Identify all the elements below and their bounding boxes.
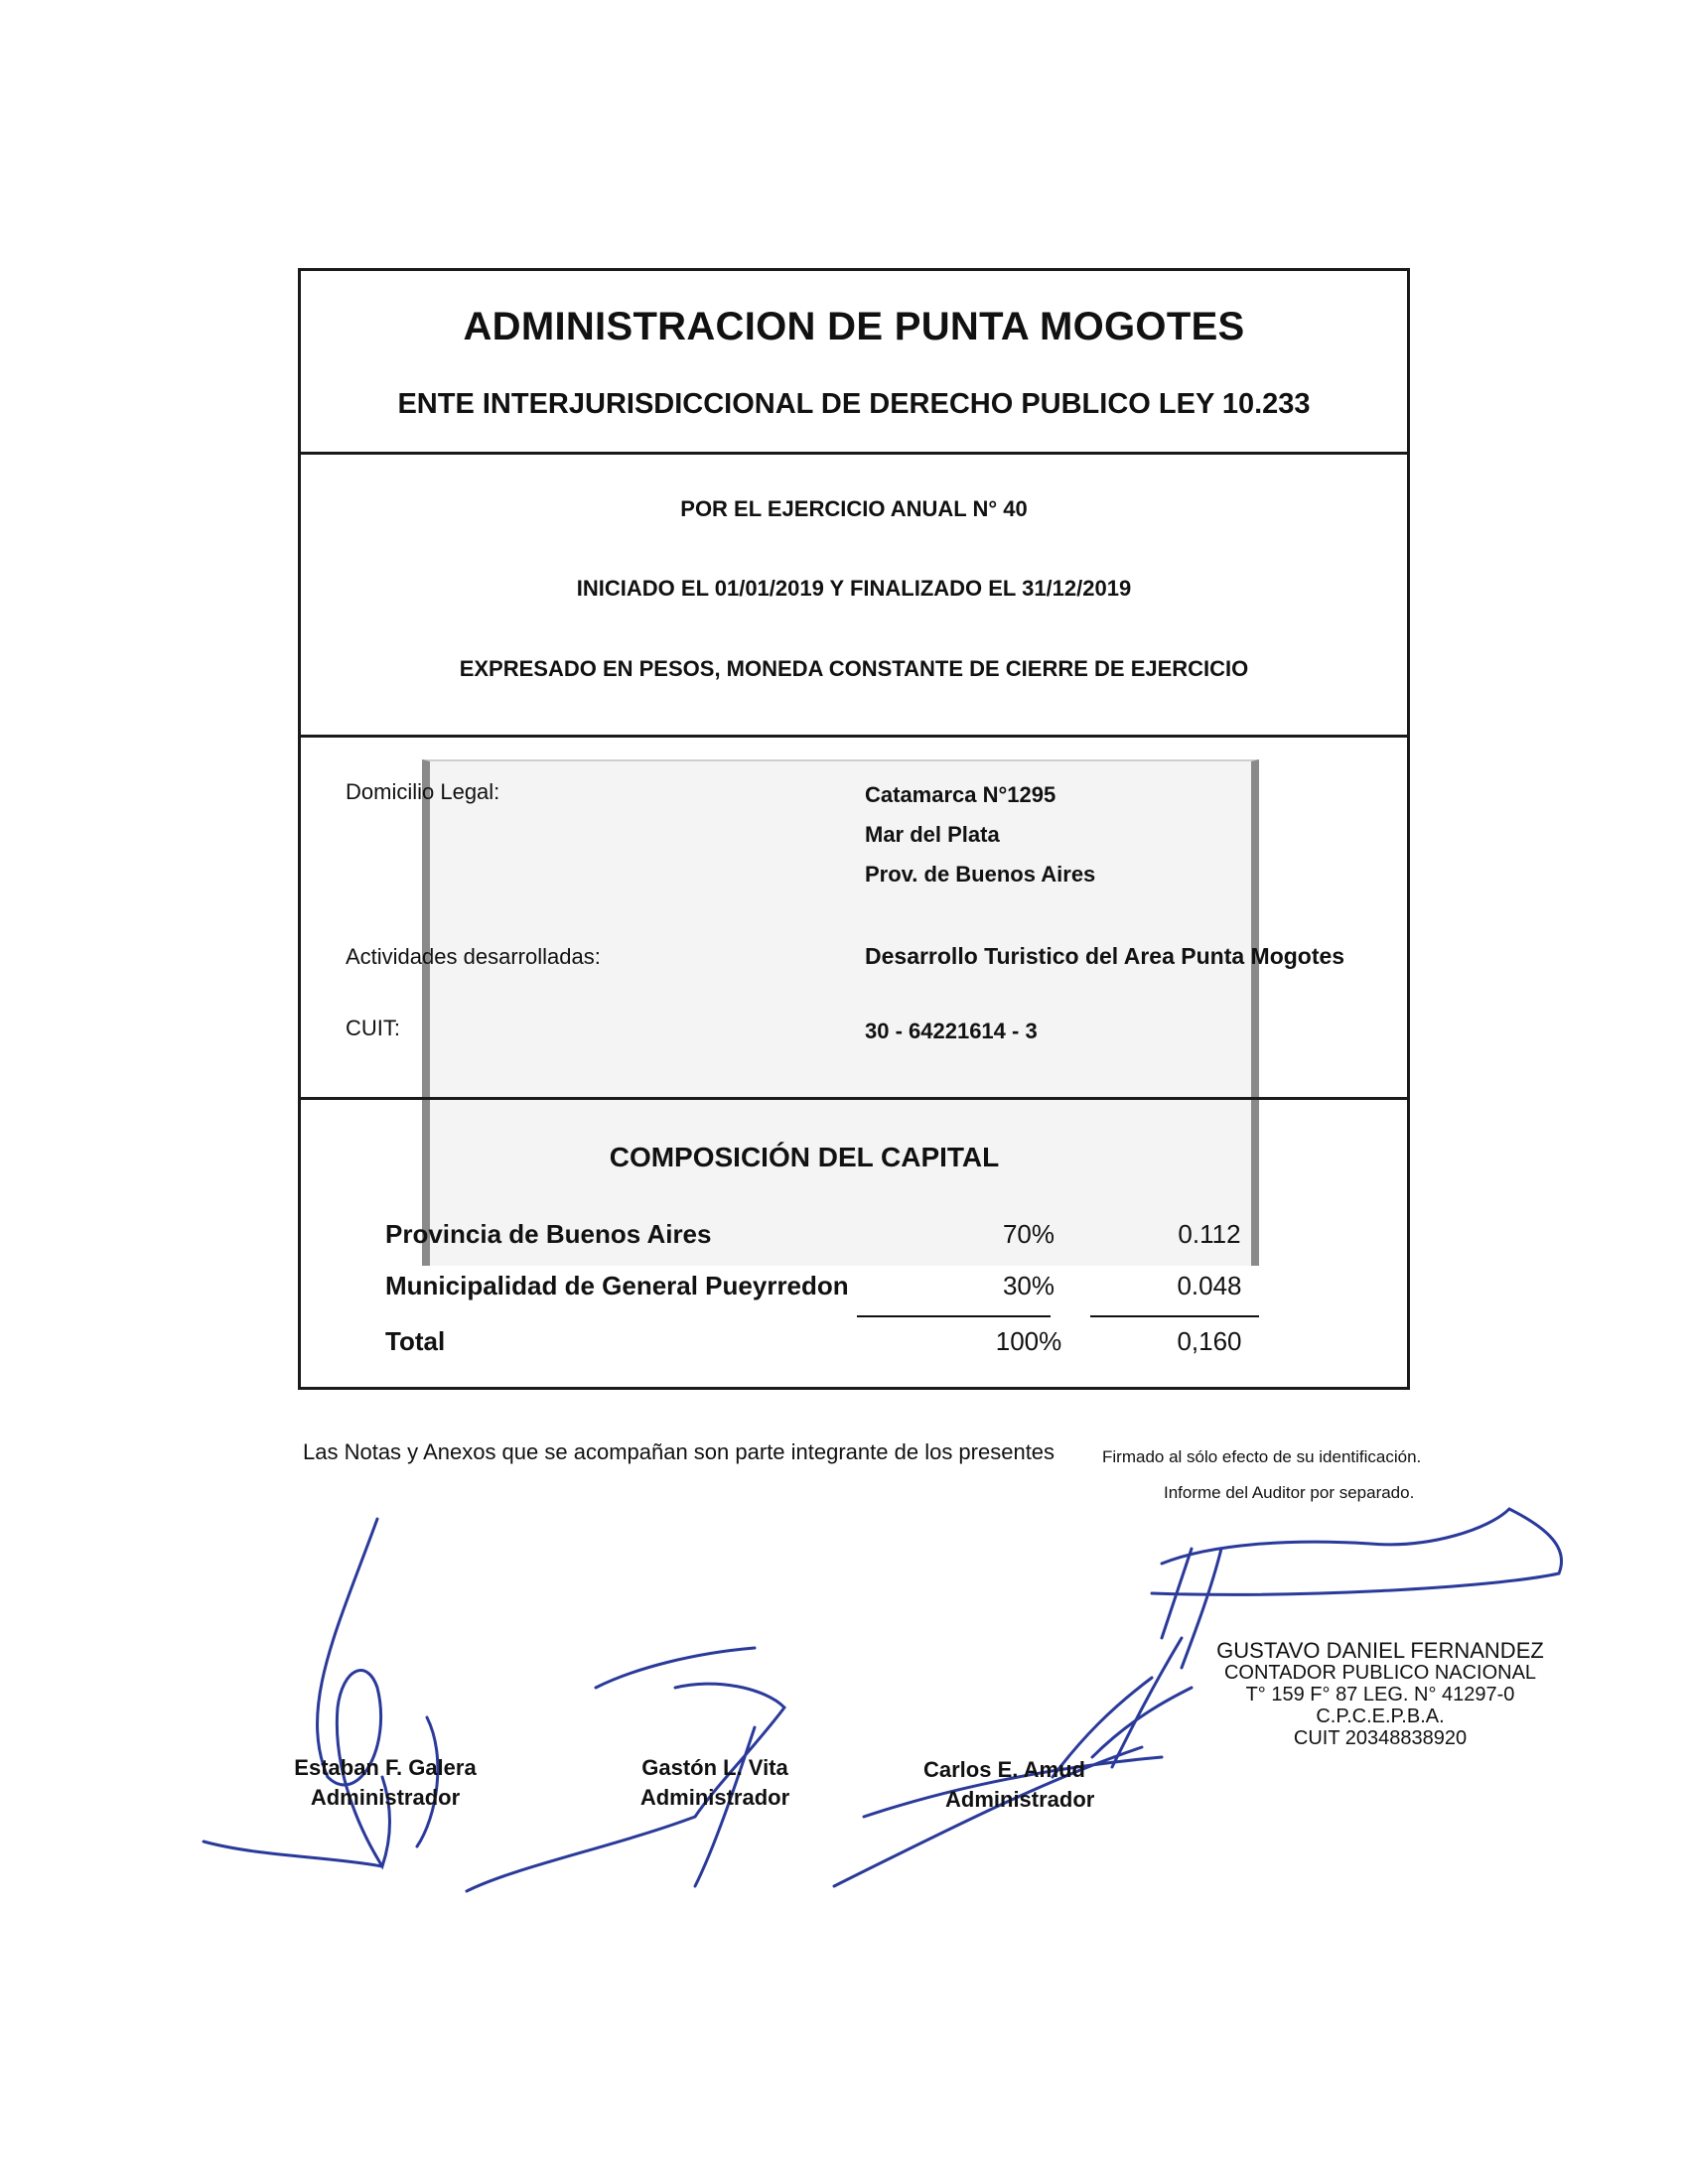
capital-section bbox=[301, 1100, 1407, 1390]
table-row-total bbox=[385, 1326, 1407, 1366]
signatory-role: Administrador bbox=[310, 1785, 461, 1810]
total-percent: 100% bbox=[995, 1326, 1062, 1356]
page-subtitle: ENTE INTERJURISDICCIONAL DE DERECHO PUBLICO LEY 10.233 bbox=[397, 388, 1311, 420]
page-title: ADMINISTRACION DE PUNTA MOGOTES bbox=[463, 305, 1245, 348]
auditor-stamp bbox=[1211, 1640, 1549, 1749]
period-section bbox=[301, 455, 1407, 738]
notes-statement: Las Notas y Anexos que se acompañan son parte integrante de los presentes bbox=[303, 1439, 1055, 1464]
cuit-label: CUIT: bbox=[346, 1016, 400, 1040]
signature-note: Firmado al sólo efecto de su identificación. bbox=[1102, 1447, 1422, 1466]
domicilio-label: Domicilio Legal: bbox=[346, 779, 500, 804]
header-section bbox=[301, 271, 1407, 455]
signature-galera bbox=[204, 1519, 438, 1866]
signatory-role: Administrador bbox=[945, 1787, 1095, 1812]
auditor-cuit: CUIT 20348838920 bbox=[1293, 1727, 1468, 1749]
table-row bbox=[385, 1219, 1407, 1259]
signatory-galera bbox=[286, 1753, 485, 1813]
document-frame bbox=[298, 268, 1410, 1390]
domicilio-line: Catamarca N°1295 bbox=[865, 782, 1056, 807]
signatory-amud bbox=[923, 1755, 1122, 1815]
auditor-title: CONTADOR PUBLICO NACIONAL bbox=[1223, 1662, 1537, 1684]
signatory-name: Carlos E. Amud bbox=[923, 1757, 1085, 1782]
total-label: Total bbox=[385, 1326, 446, 1356]
currency-note: EXPRESADO EN PESOS, MONEDA CONSTANTE DE CIERRE DE EJERCICIO bbox=[459, 656, 1249, 681]
signatory-role: Administrador bbox=[639, 1785, 790, 1810]
share-percent: 70% bbox=[1002, 1219, 1055, 1249]
actividades-value: Desarrollo Turistico del Area Punta Mogotes bbox=[865, 943, 1345, 969]
shareholder-name: Provincia de Buenos Aires bbox=[385, 1219, 712, 1249]
auditor-registry: T° 159 F° 87 LEG. N° 41297-0 bbox=[1245, 1684, 1515, 1706]
domicilio-value bbox=[865, 775, 1095, 894]
share-percent: 30% bbox=[1002, 1271, 1055, 1300]
auditor-report-note: Informe del Auditor por separado. bbox=[1164, 1483, 1415, 1502]
domicilio-line: Mar del Plata bbox=[865, 822, 1000, 847]
share-amount: 0.048 bbox=[1177, 1271, 1242, 1300]
exercise-number: POR EL EJERCICIO ANUAL N° 40 bbox=[680, 496, 1028, 521]
signatory-vita bbox=[616, 1753, 814, 1813]
capital-title: COMPOSICIÓN DEL CAPITAL bbox=[609, 1142, 1000, 1172]
signatory-name: Gastón L. Vita bbox=[641, 1755, 788, 1780]
shareholder-name: Municipalidad de General Pueyrredon bbox=[385, 1271, 849, 1300]
signatory-name: Estaban F. Galera bbox=[294, 1755, 477, 1780]
actividades-label: Actividades desarrolladas: bbox=[346, 944, 601, 969]
auditor-name: GUSTAVO DANIEL FERNANDEZ bbox=[1216, 1638, 1544, 1663]
total-amount: 0,160 bbox=[1177, 1326, 1242, 1356]
share-amount: 0.112 bbox=[1178, 1219, 1241, 1249]
total-rule bbox=[1090, 1315, 1259, 1317]
domicilio-line: Prov. de Buenos Aires bbox=[865, 862, 1096, 887]
table-row bbox=[385, 1271, 1407, 1310]
total-rule bbox=[857, 1315, 1051, 1317]
auditor-council: C.P.C.E.P.B.A. bbox=[1316, 1706, 1445, 1727]
info-section bbox=[301, 738, 1407, 1100]
exercise-dates: INICIADO EL 01/01/2019 Y FINALIZADO EL 31/12/2019 bbox=[576, 576, 1132, 601]
cuit-value: 30 - 64221614 - 3 bbox=[865, 1019, 1038, 1043]
